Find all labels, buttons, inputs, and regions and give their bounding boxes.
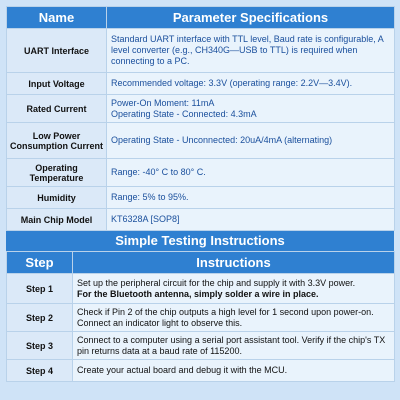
step-row-2 [7,304,395,332]
param-value-line: Operating State - Connected: 4.3mA [111,108,257,119]
header-parameter-specifications: Parameter Specifications [107,7,395,29]
step-instruction-text: Set up the peripheral circuit for the chip and supply it with 3.3V power. [77,277,356,288]
param-name: Low Power Consumption Current [7,123,107,159]
step-instruction: Check if Pin 2 of the chip outputs a high level for 1 second upon power-on. Connect an indicator light to observe this. [73,304,395,332]
step-instruction: Connect to a computer using a serial port assistant tool. Verify if the chip's TX pin returns data at a baud rate of 115200. [73,332,395,360]
step-row-1 [7,274,395,304]
param-row-uart [7,29,395,73]
testing-table-header [7,252,395,274]
param-row-input-voltage [7,73,395,95]
param-value-line: Power-On Moment: 11mA [111,97,215,108]
step-instruction-emphasis: For the Bluetooth antenna, simply solder a wire in place. [77,288,319,299]
step-row-3 [7,332,395,360]
param-row-humidity [7,187,395,209]
param-name: Rated Current [7,95,107,123]
param-value: Range: 5% to 95%. [107,187,395,209]
step-row-4 [7,360,395,382]
param-value: KT6328A [SOP8] [107,209,395,231]
param-name: Humidity [7,187,107,209]
step-label: Step 2 [7,304,73,332]
param-value: Range: -40° C to 80° C. [107,159,395,187]
param-name: Main Chip Model [7,209,107,231]
param-row-main-chip [7,209,395,231]
step-label: Step 3 [7,332,73,360]
param-row-rated-current [7,95,395,123]
header-step: Step [7,252,73,274]
param-name: Operating Temperature [7,159,107,187]
header-instructions: Instructions [73,252,395,274]
parameter-table-header [7,7,395,29]
testing-section-title: Simple Testing Instructions [6,231,394,251]
testing-table [6,251,395,382]
step-label: Step 1 [7,274,73,304]
param-value: Recommended voltage: 3.3V (operating range: 2.2V—3.4V). [107,73,395,95]
param-row-temperature [7,159,395,187]
step-instruction [73,274,395,304]
step-instruction: Create your actual board and debug it with the MCU. [73,360,395,382]
header-name: Name [7,7,107,29]
param-name: Input Voltage [7,73,107,95]
param-value: Standard UART interface with TTL level, Baud rate is configurable, A level converter (e.g., CH340G—USB to TTL) is required when connecting to a PC. [107,29,395,73]
param-value: Operating State - Unconnected: 20uA/4mA (alternating) [107,123,395,159]
param-name: UART Interface [7,29,107,73]
param-row-low-power [7,123,395,159]
parameter-table [6,6,395,231]
param-value [107,95,395,123]
step-label: Step 4 [7,360,73,382]
